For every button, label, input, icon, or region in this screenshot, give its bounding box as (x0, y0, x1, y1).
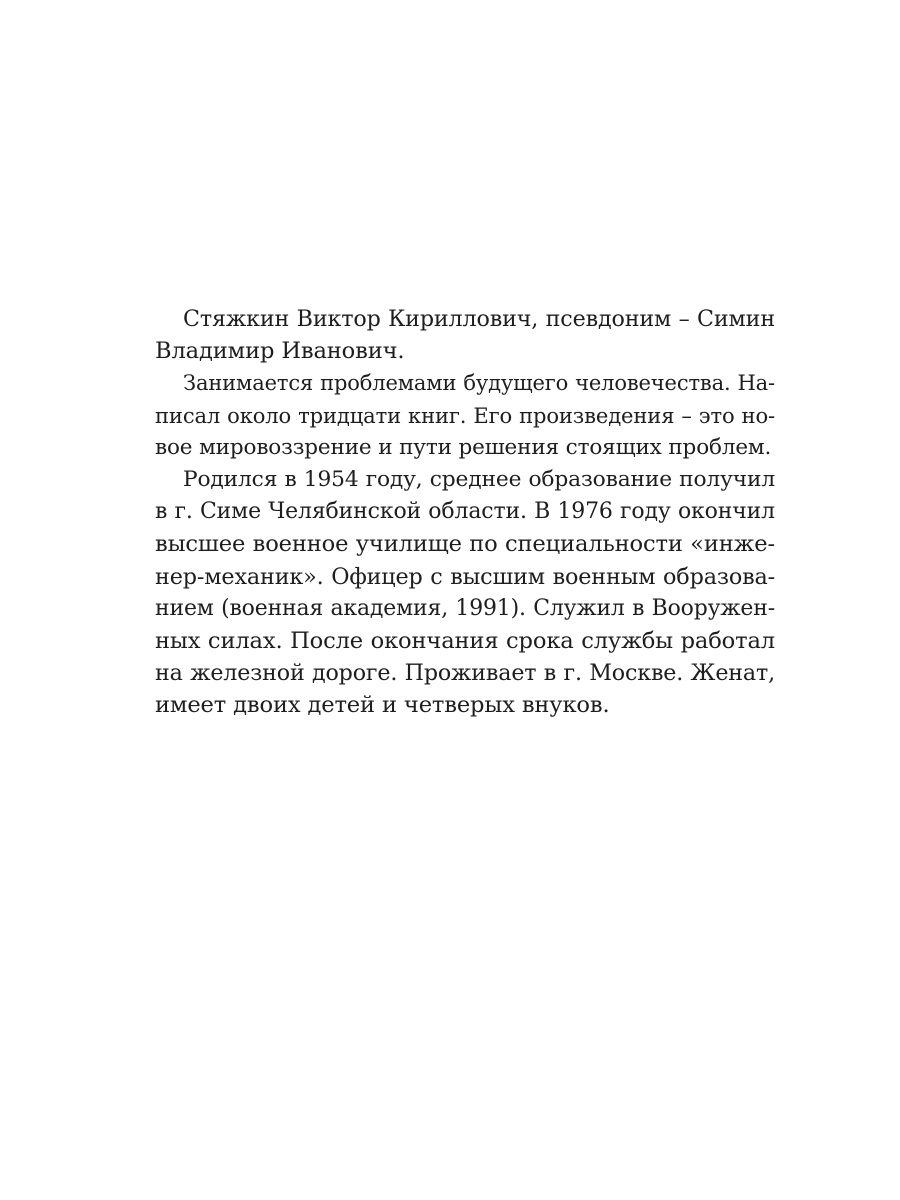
author-bio (155, 303, 775, 721)
bio-line: Владимир Иванович. (155, 338, 405, 365)
bio-line: имеет двоих детей и четверых внуков. (155, 692, 610, 719)
bio-line: Стяжкин Виктор Кириллович, псевдоним – Симин (183, 306, 775, 332)
bio-line: нер-механик». Офицер с высшим военным образова- (155, 563, 775, 590)
bio-line: вое мировоззрение и пути решения стоящих проблем. (155, 434, 772, 460)
bio-line: Занимается проблемами будущего человечества. На- (183, 370, 775, 396)
bio-line: на железной дороге. Проживает в г. Москве. Женат, (155, 660, 775, 687)
bio-line: нием (военная академия, 1991). Служил в Вооружен- (155, 595, 775, 621)
bio-line: ных силах. После окончания срока службы работал (155, 627, 775, 654)
bio-line: писал около тридцати книг. Его произведения – это но- (155, 402, 775, 428)
bio-line: Родился в 1954 году, среднее образование получил (183, 466, 775, 492)
bio-line: высшее военное училище по специальности «инже- (155, 531, 775, 558)
bio-line: в г. Симе Челябинской области. В 1976 году окончил (155, 499, 775, 525)
